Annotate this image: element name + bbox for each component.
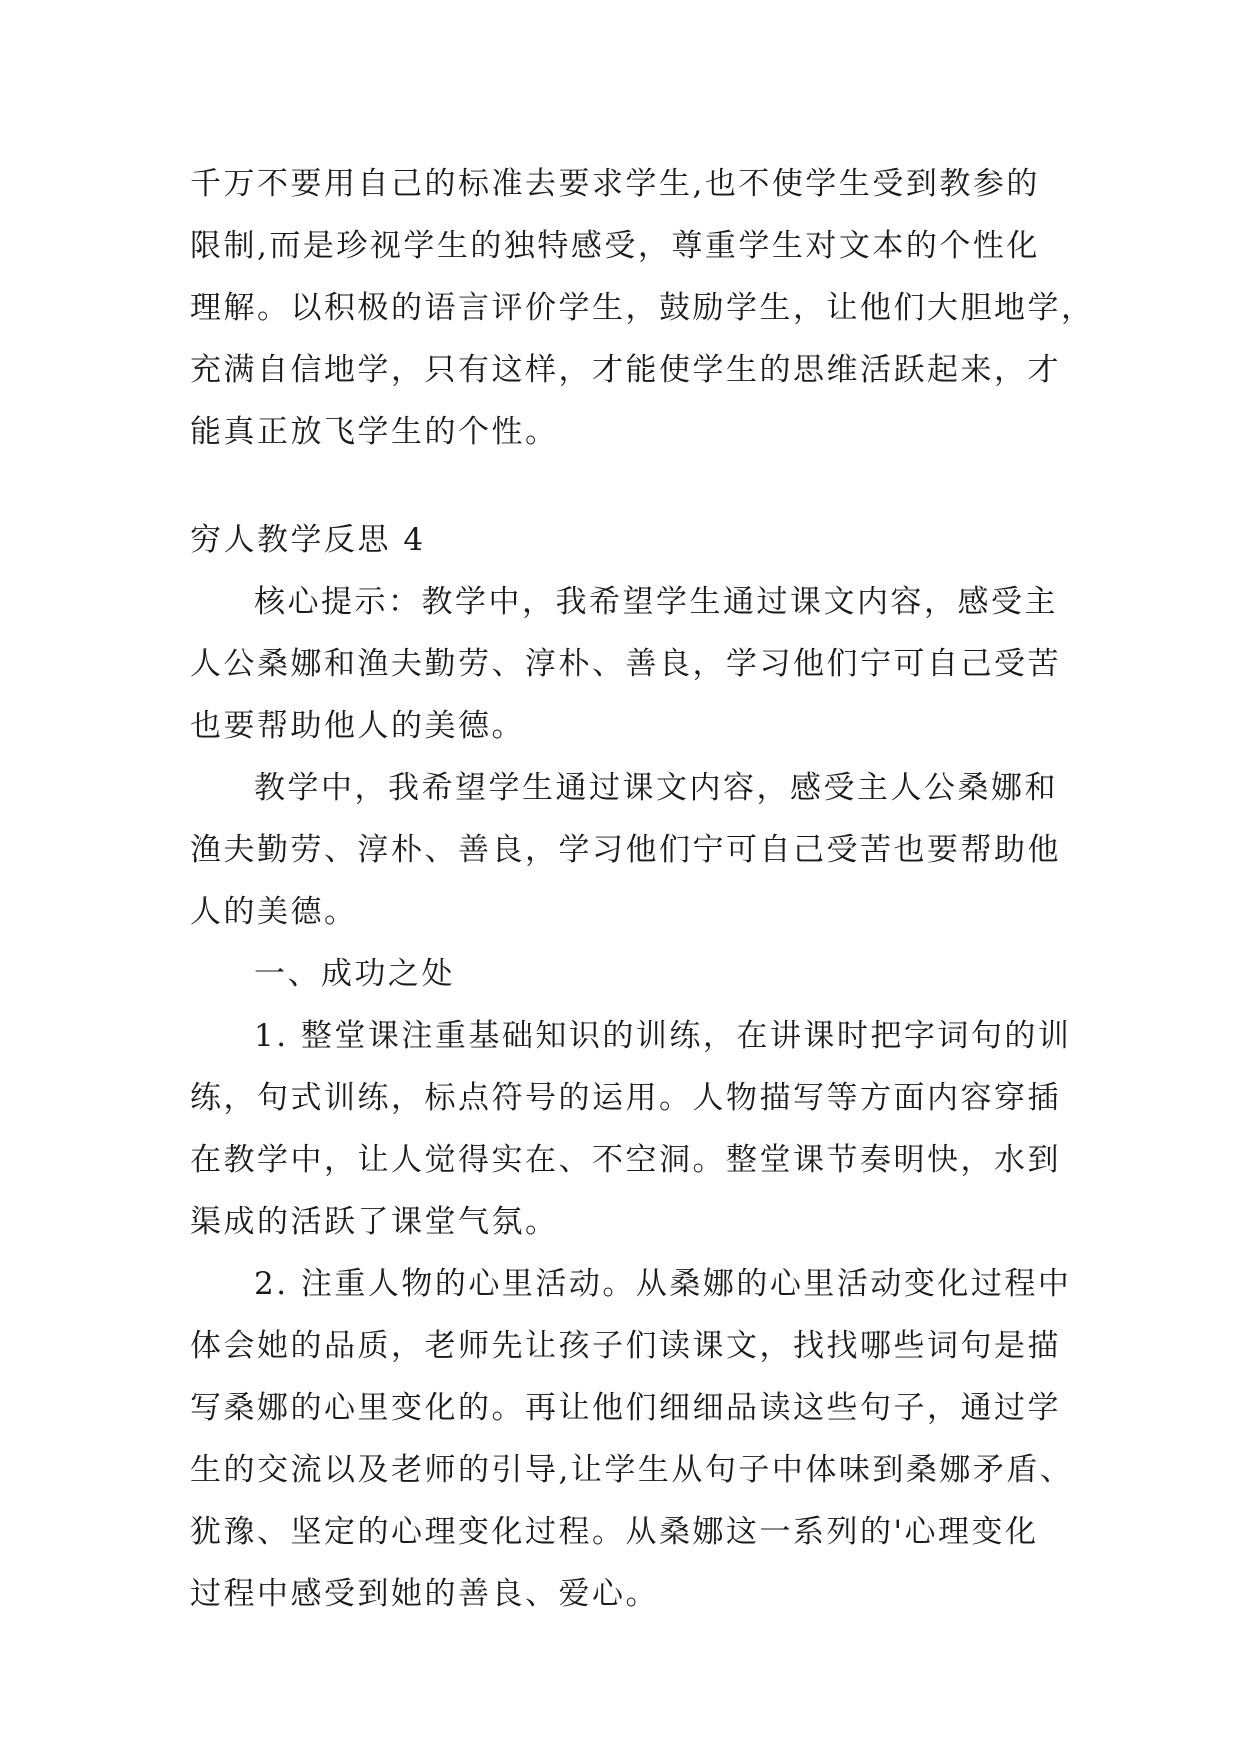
paragraph-line: 限制,而是珍视学生的独特感受，尊重学生对文本的个性化 <box>190 228 1040 264</box>
paragraph-line: 也要帮助他人的美德。 <box>190 708 525 744</box>
paragraph-line: 教学中，我希望学生通过课文内容，感受主人公桑娜和 <box>254 770 1058 806</box>
paragraph-line: 能真正放飞学生的个性。 <box>190 414 559 450</box>
paragraph-line: 1. 整堂课注重基础知识的训练，在讲课时把字词句的训 <box>254 1018 1072 1054</box>
paragraph-line: 千万不要用自己的标准去要求学生,也不使学生受到教参的 <box>190 166 1040 202</box>
paragraph-line: 人的美德。 <box>190 894 358 930</box>
paragraph-line: 体会她的品质，老师先让孩子们读课文，找找哪些词句是描 <box>190 1328 1061 1364</box>
paragraph-line: 生的交流以及老师的引导,让学生从句子中体味到桑娜矛盾、 <box>190 1452 1074 1488</box>
section-heading: 穷人教学反思 4 <box>190 522 426 558</box>
paragraph-line: 练，句式训练，标点符号的运用。人物描写等方面内容穿插 <box>190 1080 1061 1116</box>
paragraph-line: 2. 注重人物的心里活动。从桑娜的心里活动变化过程中 <box>254 1266 1072 1302</box>
paragraph-line: 核心提示：教学中，我希望学生通过课文内容，感受主 <box>254 584 1058 620</box>
paragraph-line: 在教学中，让人觉得实在、不空洞。整堂课节奏明快，水到 <box>190 1142 1061 1178</box>
paragraph-line: 理解。以积极的语言评价学生，鼓励学生，让他们大胆地学， <box>190 290 1095 326</box>
paragraph-line: 人公桑娜和渔夫勤劳、淳朴、善良，学习他们宁可自己受苦 <box>190 646 1061 682</box>
paragraph-line: 渔夫勤劳、淳朴、善良，学习他们宁可自己受苦也要帮助他 <box>190 832 1061 868</box>
paragraph-line: 写桑娜的心里变化的。再让他们细细品读这些句子，通过学 <box>190 1390 1061 1426</box>
paragraph-line: 渠成的活跃了课堂气氛。 <box>190 1204 559 1240</box>
paragraph-line: 过程中感受到她的善良、爱心。 <box>190 1576 659 1612</box>
paragraph-line: 充满自信地学，只有这样，才能使学生的思维活跃起来，才 <box>190 352 1061 388</box>
paragraph-line: 犹豫、坚定的心理变化过程。从桑娜这一系列的'心理变化 <box>190 1514 1039 1550</box>
subheading: 一、成功之处 <box>254 956 455 992</box>
